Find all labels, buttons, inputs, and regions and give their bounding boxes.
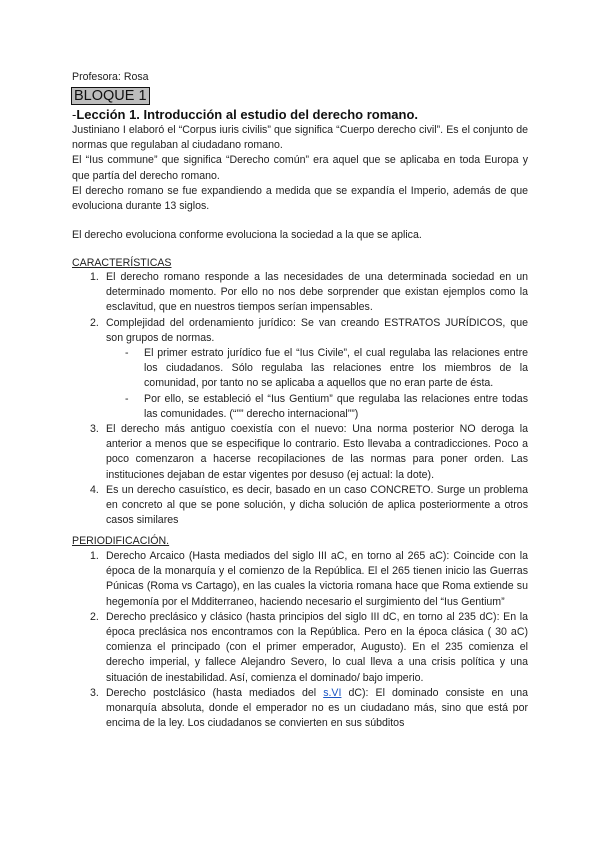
block-title: BLOQUE 1 (71, 87, 150, 105)
sub-list (106, 346, 528, 422)
periodificacion-heading: PERIODIFICACIÓN. (72, 535, 170, 547)
list-item-text: Complejidad del ordenamiento jurídico: Se van creando ESTRATOS JURÍDICOS, que son grupos de normas. (106, 316, 528, 344)
periodificacion-list (72, 549, 528, 731)
dash-bullet: - (125, 392, 129, 405)
lesson-title-text: Lección 1. Introducción al estudio del derecho romano. (76, 107, 419, 122)
list-item (72, 549, 528, 610)
list-item (72, 483, 528, 529)
intro-paragraph: Justiniano I elaboró el “Corpus iuris civilis” que significa “Cuerpo derecho civil”. Es el conjunto de normas que regulaban al ciudadano romano. (72, 124, 528, 152)
list-number: 1. (90, 271, 99, 283)
list-item-text-start: Derecho postclásico (hasta mediados del (106, 686, 324, 699)
list-item-text: Derecho preclásico y clásico (hasta principios del siglo III dC, en torno al 235 dC): En la época preclásica nos encontramos con la República. Pero en la época clásica ( 30 aC) comienza el principado (con el primer emperador, Augusto). En el 235 comienza el derecho imperial, y fallece Alejandro Severo, lo cual lleva a una crisis política y una situación de inestabilidad. Así, comienza el dominado/ bajo imperio. (106, 610, 528, 684)
list-item (72, 686, 528, 732)
century-link[interactable]: s.VI (323, 686, 342, 699)
intro-paragraph: El derecho romano se fue expandiendo a medida que se expandía el Imperio, además de que evoluciona durante 13 siglos. (72, 184, 528, 213)
dash-bullet: - (125, 347, 129, 360)
caracteristicas-list (72, 270, 528, 528)
list-item-text: Es un derecho casuístico, es decir, basado en un caso CONCRETO. Surge un problema en concreto al que se pone solución, y dicha solución de aplica posteriormente a otros casos similares (106, 483, 528, 527)
evolution-paragraph: El derecho evoluciona conforme evoluciona la sociedad a la que se aplica. (72, 229, 422, 241)
list-number: 2. (90, 610, 99, 623)
caracteristicas-heading: CARACTERÍSTICAS (72, 257, 172, 269)
list-number: 3. (90, 686, 99, 699)
teacher-line: Profesora: Rosa (72, 71, 149, 83)
list-item-text: El derecho romano responde a las necesidades de una determinada sociedad en un determinado momento. Por ello no nos debe sorprender que existan ejemplos como la esclavitud, que en nuestros tiempos serían impensables. (106, 271, 528, 314)
list-item-text: El derecho más antiguo coexistía con el nuevo: Una norma posterior NO deroga la anterior a menos que se especifique lo contrario. Esto llevaba a contradicciones. Poco a poco comenzaron a hacerse recopilaciones de las normas para poner orden. Las instituciones dejaban de estar vigentes por desuso (ej actual: la dote). (106, 423, 528, 481)
list-item-text: Derecho Arcaico (Hasta mediados del siglo III aC, en torno al 265 aC): Coincide con la época de la monarquía y el comienzo de la República. El el 265 tienen inicio las Guerras Púnicas (Roma vs Cartago), en las cuales la victoria romana hace que Roma extiende su hegemonía por el Mdditerraneo, haciendo necesario el surgimiento del “Ius Gentium” (106, 550, 528, 608)
intro-section (72, 123, 528, 214)
list-item (72, 270, 528, 316)
list-item (72, 610, 528, 686)
list-number: 1. (90, 550, 99, 562)
list-item-text-end: dC): El dominado consiste en una monarquía absoluta, donde el emperador no es un ciudadano más, sino que está por encima de la ley. Los ciudadanos se convierten en sus súbditos (106, 686, 528, 730)
list-number: 3. (90, 423, 99, 436)
sub-list-item-text: Por ello, se estableció el “Ius Gentium” que regulaba las relaciones entre todas las comunidades. (“”” derecho internacional””) (144, 392, 528, 420)
list-number: 4. (90, 483, 99, 496)
intro-paragraph: El “Ius commune” que significa “Derecho común” era aquel que se aplicaba en toda Europa y que partía del derecho romano. (72, 154, 528, 182)
lesson-dash: - (72, 107, 77, 122)
list-item (72, 422, 528, 483)
list-item-text (106, 687, 528, 729)
list-number: 2. (90, 316, 99, 329)
list-item (72, 316, 528, 422)
sub-list-item-text: El primer estrato jurídico fue el “Ius Civile”, el cual regulaba las relaciones entre los ciudadanos. Sólo regulaba las relaciones entre los miembros de la comunidad, por tanto no se aplicaba a aquellos que no eran parte de ésta. (144, 347, 528, 390)
sub-list-item (106, 392, 528, 422)
sub-list-item (106, 346, 528, 392)
lesson-title (72, 107, 528, 123)
